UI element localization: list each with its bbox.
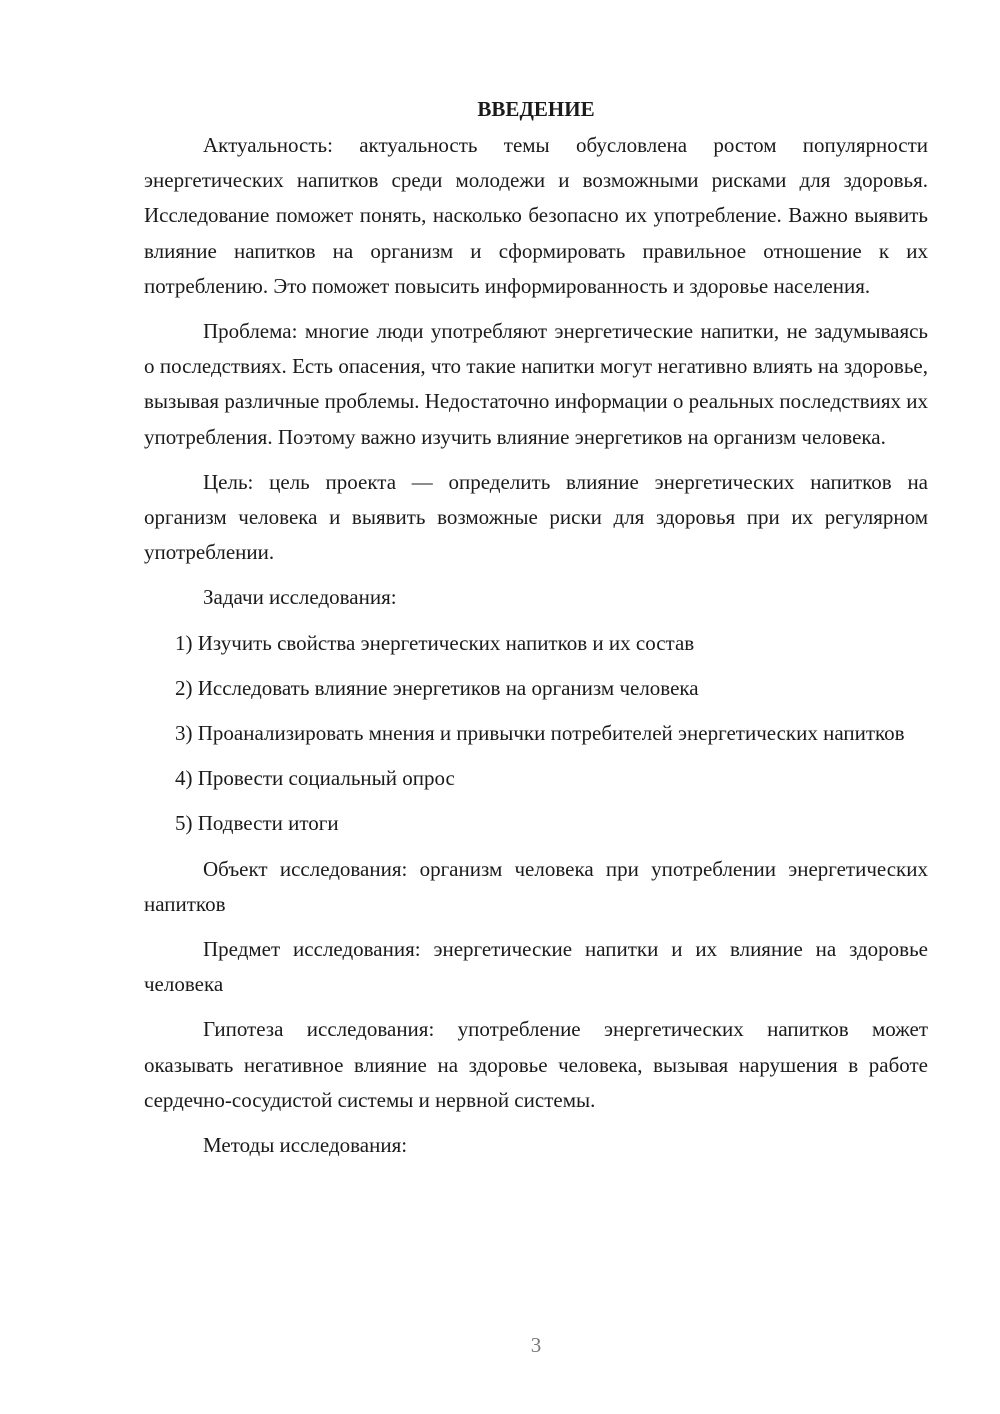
task-item-1: 1) Изучить свойства энергетических напитков и их состав [175, 630, 695, 655]
paragraph-problem: Проблема: многие люди употребляют энергетические напитки, не задумываясь о последствиях. Есть опасения, что такие напитки могут негативно влиять на здоровье, вызывая различные проблемы. Недостаточно информации о реальных последствиях их употребления. Поэтому важно изучить влияние энергетиков на организм человека. [144, 319, 928, 449]
task-item-5: 5) Подвести итоги [175, 811, 339, 836]
paragraph-tasks-heading: Задачи исследования: [203, 585, 397, 610]
paragraph-object: Объект исследования: организм человека при употреблении энергетических напитков [144, 856, 928, 916]
page-number: 3 [530, 1333, 542, 1357]
task-item-2: 2) Исследовать влияние энергетиков на организм человека [175, 675, 699, 700]
task-item-3: 3) Проанализировать мнения и привычки потребителей энергетических напитков [175, 721, 905, 746]
paragraph-relevance: Актуальность: актуальность темы обусловлена ростом популярности энергетических напитков среди молодежи и возможными рисками для здоровья. Исследование поможет понять, насколько безопасно их употребление. Важно выявить влияние напитков на организм и сформировать правильное отношение к их потреблению. Это поможет повысить информированность и здоровье населения. [144, 133, 928, 298]
paragraph-hypothesis: Гипотеза исследования: употребление энергетических напитков может оказывать негативное влияние на здоровье человека, вызывая нарушения в работе сердечно-сосудистой системы и нервной системы. [144, 1017, 928, 1112]
task-item-4: 4) Провести социальный опрос [175, 766, 455, 791]
paragraph-goal: Цель: цель проекта — определить влияние энергетических напитков на организм человека и выявить возможные риски для здоровья при их регулярном употреблении. [144, 469, 928, 565]
paragraph-subject: Предмет исследования: энергетические напитки и их влияние на здоровье человека [144, 937, 928, 997]
document-page [144, 92, 928, 1173]
paragraph-methods-heading: Методы исследования: [203, 1133, 408, 1158]
page-title: ВВЕДЕНИЕ [477, 97, 595, 121]
